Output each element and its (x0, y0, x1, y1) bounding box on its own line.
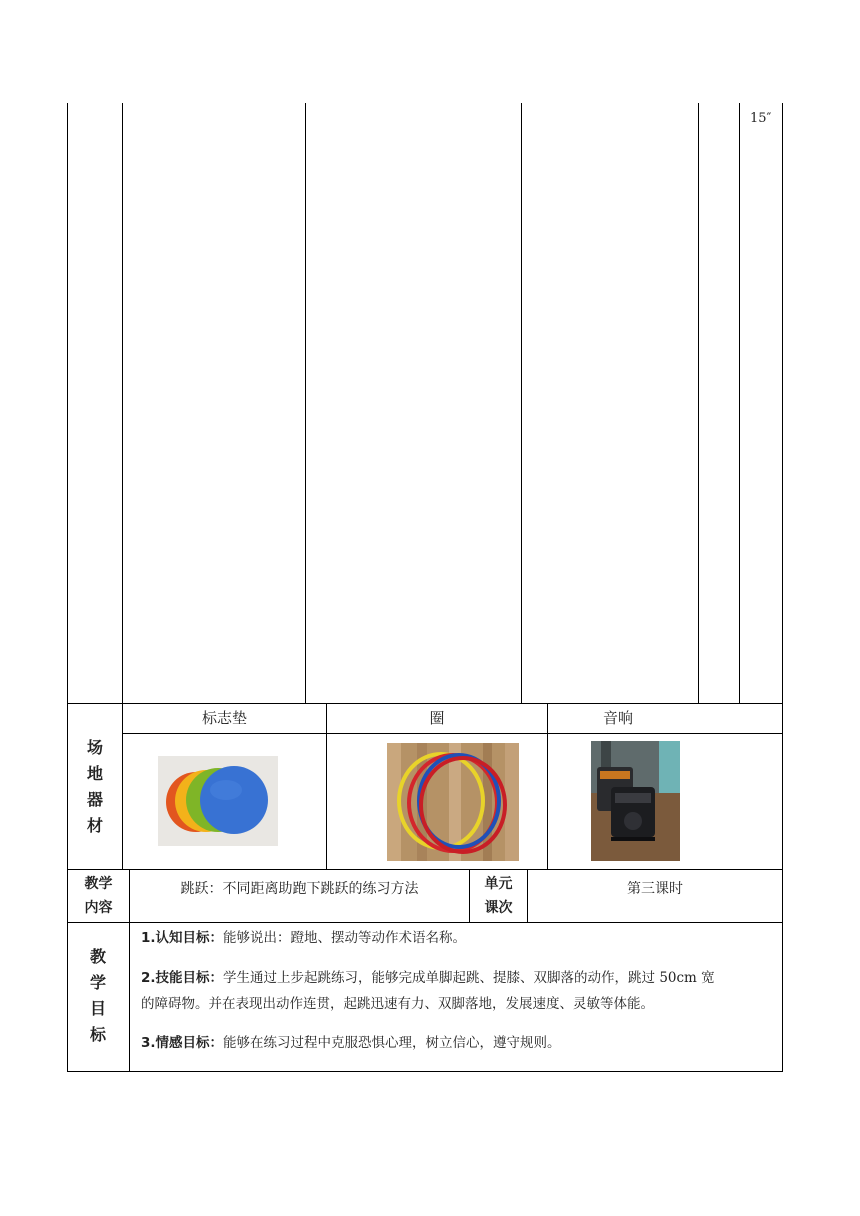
equipment-label-markers: 标志垫 (201, 709, 247, 727)
column-divider (698, 103, 699, 703)
equipment-label-hoops: 圈 (429, 709, 445, 727)
column-divider (739, 103, 740, 703)
equipment-label-speaker: 音响 (602, 709, 633, 727)
table-bottom-border (67, 1071, 783, 1072)
goal-item: 1.认知目标：能够说出：蹬地、摆动等动作术语名称。 (141, 930, 467, 946)
time-mark: 15″ (750, 111, 772, 126)
column-divider (521, 103, 522, 703)
hoops-photo-icon (387, 743, 519, 861)
row-divider (122, 733, 783, 734)
table-right-border (782, 103, 783, 1072)
content-value: 跳跃：不同距离助跑下跳跃的练习方法 (180, 881, 419, 897)
marker-discs-photo-icon (158, 756, 278, 846)
column-divider (326, 703, 327, 870)
table-left-border (67, 103, 68, 1072)
equipment-side-label: 场 地 器 材 (86, 738, 103, 835)
unit-value: 第三课时 (627, 881, 683, 897)
speaker-photo-icon (591, 741, 680, 861)
goals-side-label: 教 学 目 标 (89, 947, 106, 1044)
column-divider (122, 103, 123, 870)
goal-item: 3.情感目标：能够在练习过程中克服恐惧心理，树立信心，遵守规则。 (141, 1035, 561, 1051)
row-divider (67, 869, 783, 870)
content-label: 教学 内容 (84, 876, 113, 916)
column-divider (547, 703, 548, 870)
row-divider (67, 703, 783, 704)
unit-label: 单元 课次 (484, 876, 513, 916)
goal-item: 2.技能目标：学生通过上步起跳练习，能够完成单脚起跳、提膝、双脚落的动作，跳过 50cm 宽 的障碍物。并在表现出动作连贯，起跳迅速有力、双脚落地，发展速度、灵敏等体能。 (141, 970, 715, 1012)
column-divider (305, 103, 306, 703)
column-divider (129, 869, 130, 1072)
row-divider (67, 922, 783, 923)
